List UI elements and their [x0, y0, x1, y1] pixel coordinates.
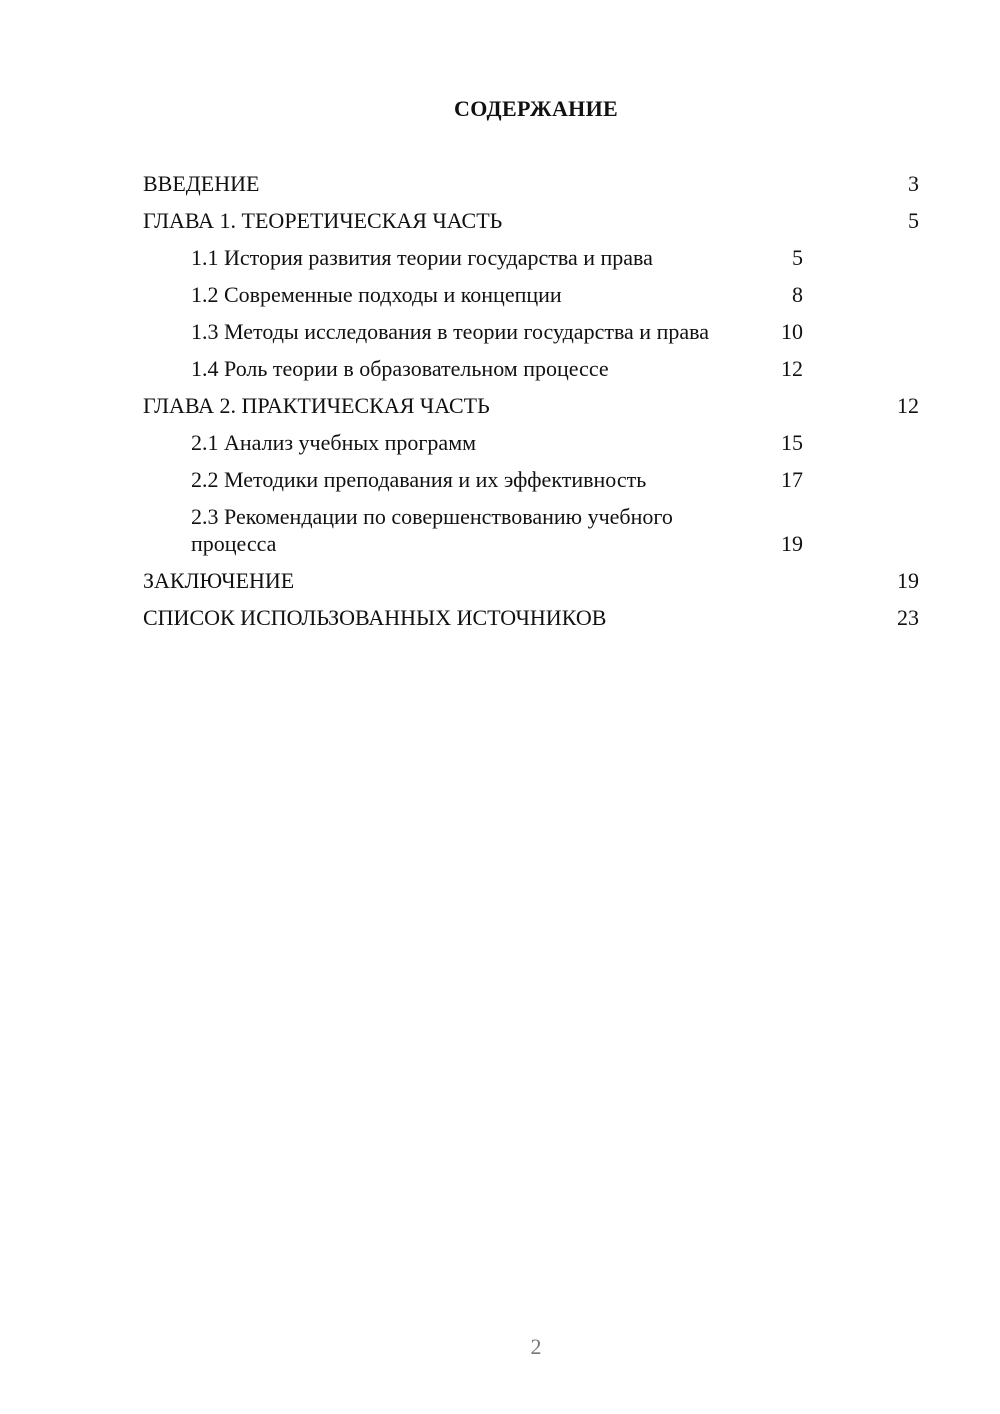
toc-entry-chapter-1[interactable] — [143, 207, 919, 234]
toc-entry-label: 2.1 Анализ учебных программ — [191, 430, 477, 455]
toc-entry-label: 2.2 Методики преподавания и их эффективность — [191, 467, 647, 492]
toc-entry-page: 19 — [897, 568, 919, 593]
toc-entry-references[interactable] — [143, 604, 919, 631]
toc-entry-label: ЗАКЛЮЧЕНИЕ — [143, 568, 295, 593]
toc-entry-conclusion[interactable] — [143, 567, 919, 594]
toc-entry-section-1-3[interactable] — [143, 318, 919, 345]
toc-entry-page: 3 — [908, 171, 919, 196]
toc-title: СОДЕРЖАНИЕ — [454, 96, 618, 121]
toc-entry-label: 1.2 Современные подходы и концепции — [191, 282, 562, 307]
toc-entry-section-1-1[interactable] — [143, 244, 919, 271]
toc-entry-page: 12 — [781, 356, 803, 381]
toc-entry-page: 5 — [908, 208, 919, 233]
toc-entry-chapter-2[interactable] — [143, 392, 919, 419]
toc-entry-page: 5 — [792, 245, 803, 270]
toc-entry-label: ГЛАВА 2. ПРАКТИЧЕСКАЯ ЧАСТЬ — [143, 393, 490, 418]
toc-entry-section-1-4[interactable] — [143, 355, 919, 382]
toc-entry-section-2-3[interactable] — [143, 503, 919, 557]
toc-entry-page: 23 — [897, 605, 919, 630]
toc-entry-label: 1.1 История развития теории государства и права — [191, 245, 653, 270]
page-number: 2 — [530, 1334, 542, 1359]
toc-entry-section-2-2[interactable] — [143, 466, 919, 493]
toc-entry-label: 2.3 Рекомендации по совершенствованию учебного процесса — [191, 504, 673, 556]
toc-entry-label: ГЛАВА 1. ТЕОРЕТИЧЕСКАЯ ЧАСТЬ — [143, 208, 503, 233]
toc-entry-introduction[interactable] — [143, 170, 919, 197]
toc-entry-label: 1.4 Роль теории в образовательном процессе — [191, 356, 609, 381]
toc-entry-label: ВВЕДЕНИЕ — [143, 171, 260, 196]
toc-entry-label: СПИСОК ИСПОЛЬЗОВАННЫХ ИСТОЧНИКОВ — [143, 605, 607, 630]
toc-entry-page: 17 — [781, 467, 803, 492]
toc-entry-page: 10 — [781, 319, 803, 344]
toc-entry-section-1-2[interactable] — [143, 281, 919, 308]
toc-entry-page: 12 — [897, 393, 919, 418]
toc-entry-page: 19 — [781, 531, 803, 556]
toc-entry-page: 8 — [792, 282, 803, 307]
toc-entry-page: 15 — [781, 430, 803, 455]
toc-entry-section-2-1[interactable] — [143, 429, 919, 456]
table-of-contents — [143, 170, 919, 641]
toc-entry-label: 1.3 Методы исследования в теории государства и права — [191, 319, 709, 344]
